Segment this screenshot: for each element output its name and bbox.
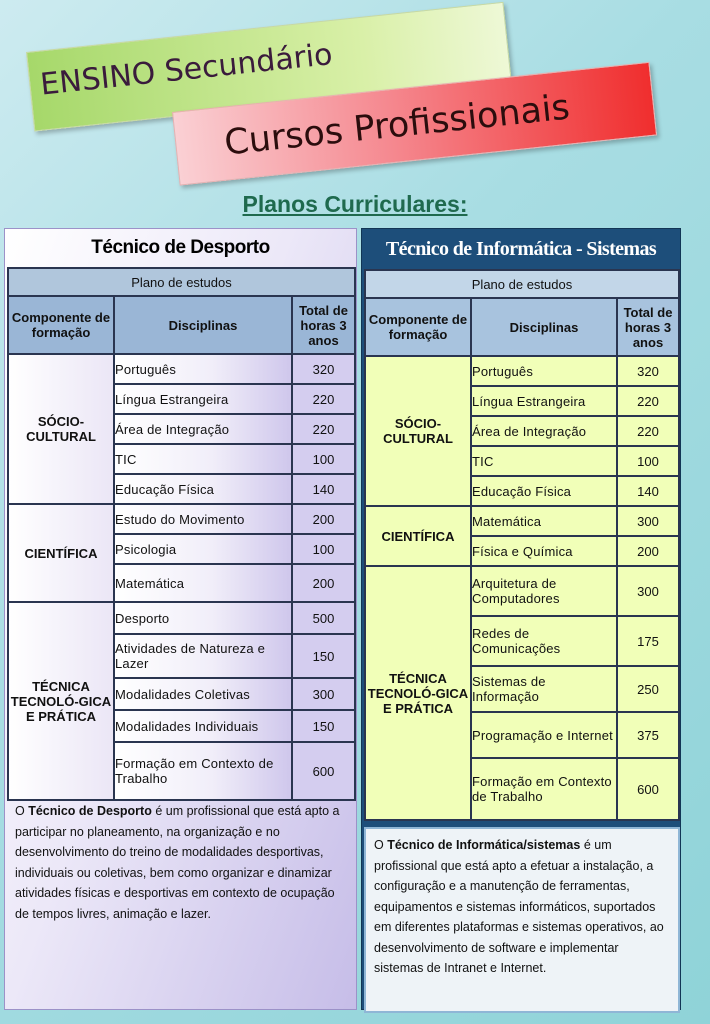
hours-cell: 300	[617, 506, 679, 536]
header-disciplines: Disciplinas	[471, 298, 617, 356]
panel-tecnico-desporto	[4, 228, 357, 1010]
hours-cell: 100	[292, 444, 355, 474]
table-row: TIC	[471, 446, 617, 476]
component-cientifica: CIENTÍFICA	[365, 506, 471, 566]
table-row: TIC	[114, 444, 292, 474]
table-row: Arquitetura de Computadores	[471, 566, 617, 616]
hours-cell: 200	[617, 536, 679, 566]
table-row: Área de Integração	[471, 416, 617, 446]
description-course-name: Técnico de Desporto	[28, 804, 152, 818]
component-socio-cultural: SÓCIO-CULTURAL	[8, 354, 114, 504]
component-cientifica: CIENTÍFICA	[8, 504, 114, 602]
table-row: Matemática	[471, 506, 617, 536]
table-row: Redes de Comunicações	[471, 616, 617, 666]
table-row: Área de Integração	[114, 414, 292, 444]
table-row: Atividades de Natureza e Lazer	[114, 634, 292, 678]
hours-cell: 150	[292, 634, 355, 678]
hours-cell: 300	[617, 566, 679, 616]
hours-cell: 600	[292, 742, 355, 800]
hours-cell: 220	[292, 414, 355, 444]
panel-title: Técnico de Desporto	[91, 237, 270, 258]
plan-header: Plano de estudos	[365, 270, 679, 298]
hours-cell: 140	[292, 474, 355, 504]
hours-cell: 220	[617, 386, 679, 416]
table-row: Modalidades Coletivas	[114, 678, 292, 710]
description-informatica	[364, 827, 680, 1013]
hours-cell: 150	[292, 710, 355, 742]
component-socio-cultural: SÓCIO-CULTURAL	[365, 356, 471, 506]
header-component: Componente de formação	[365, 298, 471, 356]
hours-cell: 175	[617, 616, 679, 666]
table-row: Português	[471, 356, 617, 386]
hours-cell: 300	[292, 678, 355, 710]
hours-cell: 600	[617, 758, 679, 820]
panel-title: Técnico de Informática - Sistemas	[385, 238, 657, 260]
hours-cell: 200	[292, 564, 355, 602]
description-prefix: O	[15, 804, 29, 818]
table-row: Estudo do Movimento	[114, 504, 292, 534]
header-hours: Total de horas 3 anos	[292, 296, 355, 354]
table-row: Educação Física	[471, 476, 617, 506]
hours-cell: 100	[292, 534, 355, 564]
header-hours: Total de horas 3 anos	[617, 298, 679, 356]
description-course-name: Técnico de Informática/sistemas	[387, 838, 581, 852]
plan-table	[7, 267, 356, 801]
header-component: Componente de formação	[8, 296, 114, 354]
hours-cell: 320	[617, 356, 679, 386]
hours-cell: 250	[617, 666, 679, 712]
component-tecnica: TÉCNICA TECNOLÓ-GICA E PRÁTICA	[365, 566, 471, 820]
description-text: é um profissional que está apto a efetuar a instalação, a configuração e a manutenção de ferramentas, equipamentos e sistemas informáticos, suportados em diferentes plataformas e sistemas operativos, ao desenvolvimento de software e implementar sistemas de Intranet e Internet.	[374, 838, 664, 975]
hours-cell: 375	[617, 712, 679, 758]
table-row: Desporto	[114, 602, 292, 634]
table-row: Matemática	[114, 564, 292, 602]
hours-cell: 320	[292, 354, 355, 384]
hours-cell: 100	[617, 446, 679, 476]
plan-table	[364, 269, 680, 821]
table-row: Modalidades Individuais	[114, 710, 292, 742]
table-row: Português	[114, 354, 292, 384]
table-row: Física e Química	[471, 536, 617, 566]
hours-cell: 200	[292, 504, 355, 534]
banner-cursos-text: Cursos Profissionais	[222, 87, 572, 164]
hours-cell: 220	[292, 384, 355, 414]
table-row: Psicologia	[114, 534, 292, 564]
table-row: Sistemas de Informação	[471, 666, 617, 712]
description-prefix: O	[374, 838, 388, 852]
table-row: Formação em Contexto de Trabalho	[471, 758, 617, 820]
table-row: Língua Estrangeira	[471, 386, 617, 416]
table-row: Programação e Internet	[471, 712, 617, 758]
plan-header: Plano de estudos	[8, 268, 355, 296]
table-row: Educação Física	[114, 474, 292, 504]
description-text: é um profissional que está apto a participar no planeamento, na organização e no desenvolvimento do treino de modalidades desportivas, individuais ou coletivas, bem como organizar e dinamizar atividades físicas e desportivas em contexto de ocupação de tempos livres, animação e lazer.	[15, 804, 340, 921]
hours-cell: 140	[617, 476, 679, 506]
table-row: Língua Estrangeira	[114, 384, 292, 414]
planos-curriculares-heading: Planos Curriculares:	[242, 191, 468, 217]
table-row: Formação em Contexto de Trabalho	[114, 742, 292, 800]
hours-cell: 500	[292, 602, 355, 634]
panel-tecnico-informatica	[361, 228, 681, 1010]
component-tecnica: TÉCNICA TECNOLÓ-GICA E PRÁTICA	[8, 602, 114, 800]
header-disciplines: Disciplinas	[114, 296, 292, 354]
banner-ensino-text: ENSINO Secundário	[38, 37, 335, 103]
hours-cell: 220	[617, 416, 679, 446]
description-desporto	[7, 801, 357, 924]
